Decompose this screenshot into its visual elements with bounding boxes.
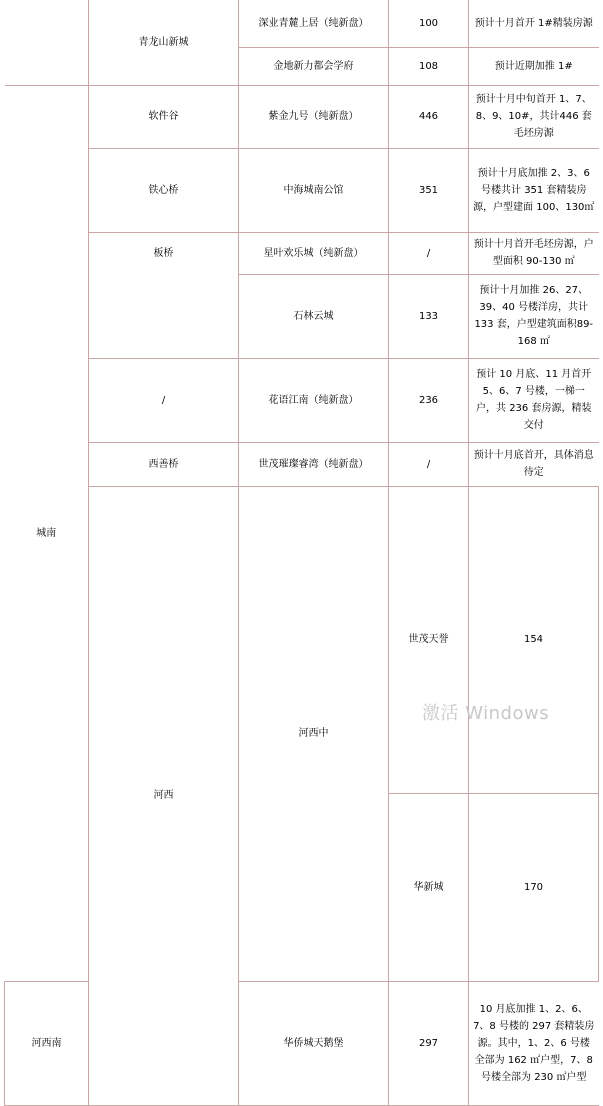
units-cell: 170 bbox=[469, 793, 599, 981]
note-cell: 预计 10 月底、11 月首开5、6、7 号楼，一梯一户，共 236 套房源，精装交付 bbox=[469, 358, 599, 442]
note-cell: 预计十月底加推 2、3、6号楼共计 351 套精装房源，户型建面 100、130㎡ bbox=[469, 148, 599, 232]
project-cell: 金地新力都会学府 bbox=[239, 47, 389, 85]
table-row bbox=[5, 232, 599, 274]
table-row bbox=[5, 486, 599, 793]
table-row bbox=[5, 442, 599, 486]
area-cell: 软件谷 bbox=[89, 85, 239, 148]
table-row bbox=[5, 0, 599, 47]
area-cell: / bbox=[89, 358, 239, 442]
units-cell: / bbox=[389, 232, 469, 274]
region-cell bbox=[5, 0, 89, 85]
units-cell: 154 bbox=[469, 486, 599, 793]
note-cell: 10 月底加推 1、2、6、7、8 号楼的 297 套精装房源。其中，1、2、6 号楼全部为 162 ㎡户型，7、8 号楼全部为 230 ㎡户型 bbox=[469, 981, 599, 1105]
project-cell: 花语江南（纯新盘） bbox=[239, 358, 389, 442]
units-cell: 108 bbox=[389, 47, 469, 85]
project-table bbox=[4, 0, 599, 1106]
area-cell: 板桥 bbox=[89, 232, 239, 358]
project-cell: 深业青麓上居（纯新盘） bbox=[239, 0, 389, 47]
area-cell: 河西南 bbox=[5, 981, 89, 1105]
note-cell: 预计十月中旬首开 1、7、8、9、10#，共计446 套毛坯房源 bbox=[469, 85, 599, 148]
note-cell: 预计近期加推 1# bbox=[469, 47, 599, 85]
area-cell: 河西中 bbox=[239, 486, 389, 981]
project-cell: 世茂璀璨睿湾（纯新盘） bbox=[239, 442, 389, 486]
project-cell: 中海城南公馆 bbox=[239, 148, 389, 232]
table-row bbox=[5, 358, 599, 442]
units-cell: 446 bbox=[389, 85, 469, 148]
project-cell: 星叶欢乐城（纯新盘） bbox=[239, 232, 389, 274]
units-cell: 351 bbox=[389, 148, 469, 232]
project-cell: 石林云城 bbox=[239, 274, 389, 358]
project-cell: 华侨城天鹅堡 bbox=[239, 981, 389, 1105]
table-row bbox=[5, 85, 599, 148]
table-row bbox=[5, 148, 599, 232]
units-cell: / bbox=[389, 442, 469, 486]
note-cell: 预计十月底首开，具体消息待定 bbox=[469, 442, 599, 486]
windows-watermark: 激活 Windows bbox=[422, 703, 550, 724]
note-cell: 预计十月首开 1#精装房源 bbox=[469, 0, 599, 47]
area-cell: 青龙山新城 bbox=[89, 0, 239, 85]
note-cell: 预计十月加推 26、27、39、40 号楼洋房，共计133 套，户型建筑面积89-168 ㎡ bbox=[469, 274, 599, 358]
region-cell: 河西 bbox=[89, 486, 239, 1105]
note-cell: 预计十月首开毛坯房源，户型面积 90-130 ㎡ bbox=[469, 232, 599, 274]
project-cell: 紫金九号（纯新盘） bbox=[239, 85, 389, 148]
units-cell: 297 bbox=[389, 981, 469, 1105]
project-cell: 世茂天誉 bbox=[389, 486, 469, 793]
units-cell: 100 bbox=[389, 0, 469, 47]
region-cell: 城南 bbox=[5, 85, 89, 981]
area-cell: 西善桥 bbox=[89, 442, 239, 486]
units-cell: 236 bbox=[389, 358, 469, 442]
area-cell: 铁心桥 bbox=[89, 148, 239, 232]
units-cell: 133 bbox=[389, 274, 469, 358]
project-cell: 华新城 bbox=[389, 793, 469, 981]
